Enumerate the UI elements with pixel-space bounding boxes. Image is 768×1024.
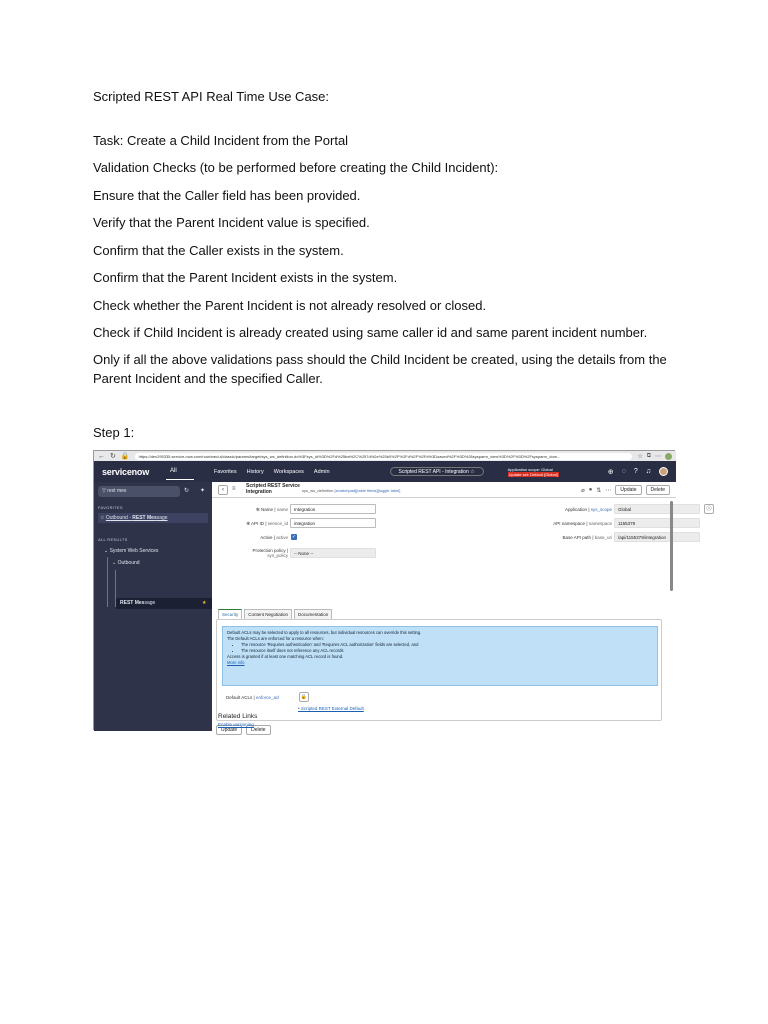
context-pill[interactable]: Scripted REST API - Integration ☆ (390, 467, 484, 476)
form-table-info: sys_ws_definition [scratchpad][table fields][toggle label] (302, 488, 401, 493)
menu-favorites[interactable]: Favorites (214, 468, 237, 475)
more-icon[interactable]: ⋯ (655, 453, 661, 460)
info-icon[interactable]: ⓘ (704, 504, 714, 514)
browser-avatar[interactable] (665, 453, 672, 460)
navigator-filter-input[interactable]: ▽ rest mes (98, 486, 180, 497)
all-menu-tab[interactable]: All (166, 461, 214, 482)
update-button[interactable]: Update (615, 485, 641, 495)
check-item: Verify that the Parent Incident value is specified. (93, 215, 370, 230)
servicenow-header (94, 461, 676, 482)
menu-admin[interactable]: Admin (313, 468, 330, 475)
favorites-label: FAVORITES (98, 505, 123, 510)
globe-icon[interactable]: ⊕ (607, 468, 614, 476)
related-links-heading: Related Links (218, 713, 258, 720)
menu-workspaces[interactable]: Workspaces (273, 468, 304, 475)
api-id-label: ✻ API ID | service_id (246, 521, 288, 526)
tab-content-negotiation[interactable]: Content Negotiation (244, 609, 292, 619)
active-checkbox[interactable]: ✓ (291, 534, 297, 540)
conclusion-paragraph: Only if all the above validations pass should the Child Incident be created, using the details from the Parent Incident and the specified Caller. (93, 352, 667, 386)
protection-policy-select[interactable]: -- None -- (290, 548, 376, 558)
default-acls-label: Default ACLs | enforce_acl (226, 695, 280, 700)
name-input[interactable]: Integration (290, 504, 376, 514)
check-item: Check if Child Incident is already created using same caller id and same parent incident number. (93, 325, 648, 340)
tab-security[interactable]: Security (218, 609, 242, 619)
pin-icon[interactable]: ✦ (200, 488, 206, 494)
active-label: Active | active (260, 535, 288, 540)
address-bar[interactable]: https://dev295335.service-now.com/now/nav/ui/classic/params/target/sys_ws_definition.do%3Fsys_id%3D%2Fd%25ba%2C%257d%2e%25b0%2F%2Fd%2F%2Fd%3Dsaved%2F%3D%26sysparm_view%3D%2F%3D%2Fsysparm_dom... (135, 453, 633, 460)
delete-button-bottom[interactable]: Delete (246, 725, 270, 735)
tab-documentation[interactable]: Documentation (294, 609, 332, 619)
check-item: Confirm that the Parent Incident exists in the system. (93, 270, 398, 285)
application-label: Application | sys_scope (565, 507, 612, 512)
form-area (212, 482, 712, 733)
all-results-label: ALL RESULTS (98, 537, 128, 542)
servicenow-screenshot (93, 450, 712, 733)
scrollbar[interactable] (670, 501, 673, 591)
protection-policy-label: Protection policy | sys_policy (252, 548, 288, 558)
form-title: Scripted REST Service Integration (246, 483, 300, 495)
task-line: Task: Create a Child Incident from the Portal (93, 133, 349, 148)
extensions-icon[interactable]: ⧉ (646, 452, 651, 459)
form-header (212, 482, 676, 498)
favorite-item[interactable]: ☆ Outbound - REST Message (98, 513, 208, 523)
chevron-down-icon: ⌄ (112, 560, 117, 566)
favorite-star-icon[interactable]: ★ (202, 600, 207, 606)
application-scope-indicator[interactable]: Application scope: Global Update set: Default [Global] (507, 466, 558, 477)
back-button[interactable]: ‹ (218, 485, 228, 495)
base-path-field: /api/1155379/integration (614, 532, 700, 542)
more-info-link[interactable]: More info (227, 660, 245, 665)
reload-icon[interactable]: ↻ (110, 453, 116, 460)
refresh-icon[interactable]: ↻ (184, 488, 190, 494)
browser-toolbar (94, 451, 676, 461)
bell-icon[interactable]: ♫ (645, 468, 651, 475)
navigator-sidebar (94, 482, 212, 731)
form-tabs (218, 609, 332, 619)
tree-item-system-web-services[interactable]: ⌄ System Web Services (104, 548, 159, 554)
step-label: Step 1: (93, 425, 135, 440)
attachment-icon[interactable]: ⌀ (581, 487, 585, 494)
name-label: ✻ Name | name (256, 507, 288, 512)
security-panel (216, 619, 662, 721)
user-avatar[interactable] (659, 467, 668, 476)
menu-history[interactable]: History (246, 468, 264, 475)
back-arrow-icon[interactable]: ← (98, 452, 105, 460)
check-item: Check whether the Parent Incident is not already resolved or closed. (93, 298, 487, 313)
lock-icon[interactable]: 🔒 (300, 694, 308, 700)
star-icon[interactable]: ☆ (637, 453, 643, 460)
check-item: Confirm that the Caller exists in the system. (93, 243, 344, 258)
default-acl-link[interactable]: • Scripted REST External Default (298, 706, 364, 711)
chevron-down-icon: ⌄ (104, 548, 109, 554)
validation-intro: Validation Checks (to be performed before creating the Child Incident): (93, 160, 499, 175)
check-item: Ensure that the Caller field has been provided. (93, 188, 361, 203)
activity-icon[interactable]: ● (588, 487, 593, 493)
update-button-bottom[interactable]: Update (216, 725, 242, 735)
api-id-input[interactable]: integration (290, 518, 376, 528)
namespace-field: 1155379 (614, 518, 700, 528)
lock-icon: 🔒 (120, 453, 130, 460)
namespace-label: API namespace | namespace (553, 521, 612, 526)
tree-item-rest-message[interactable]: REST Message (116, 598, 212, 609)
settings-icon[interactable]: ⇅ (596, 487, 602, 494)
servicenow-logo[interactable]: servicenow (102, 466, 150, 477)
enable-versioning-link[interactable]: Enable versioning (218, 722, 254, 727)
delete-button[interactable]: Delete (646, 485, 670, 495)
chat-icon[interactable]: ◌ (621, 468, 626, 475)
tree-item-outbound[interactable]: ⌄ Outbound (112, 560, 140, 566)
base-path-label: Base API path | base_uri (562, 535, 612, 540)
help-icon[interactable]: ? (633, 468, 638, 475)
info-message: Default ACLs may be selected to apply to all resources, but individual resources can override this setting. The Default ACLs are enforced for a resource when: • The resource 'Requires authentication' and 'Requires ACL authorization' fields are selected, and • The resource itself does not reference any ACL records Access is granted if at least one matching ACL record is found. More info (222, 626, 658, 686)
more-options-icon[interactable]: ⋯ (605, 487, 612, 494)
application-field: Global (614, 504, 700, 514)
document-heading: Scripted REST API Real Time Use Case: (93, 89, 330, 104)
context-menu-icon[interactable]: ≡ (232, 486, 236, 492)
